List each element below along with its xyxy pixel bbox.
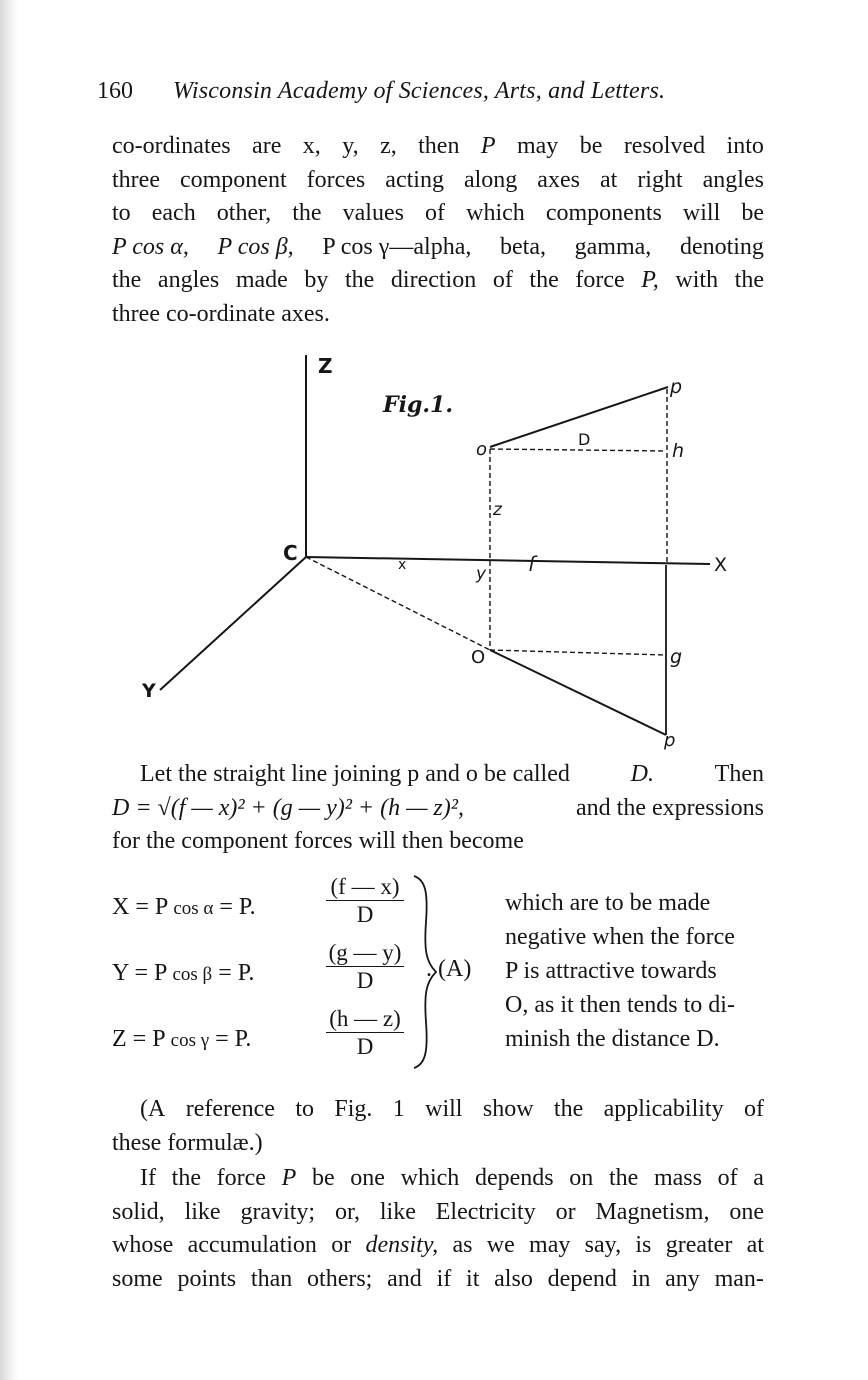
word: angles [702,166,764,193]
paragraph-reference [112,1093,764,1160]
word: of [743,1096,764,1122]
fraction [326,874,404,929]
word: Fig. [334,1096,373,1122]
journal-title: Wisconsin Academy of Sciences, Arts, and Letters. [173,78,666,104]
eq-func: cos β [172,964,213,985]
word: force [575,267,625,294]
word: the [529,267,559,294]
note-line: P is attractive towards [505,958,717,984]
word: which [400,1165,460,1191]
text-line [112,298,764,332]
equation-lhs [112,894,256,921]
equation-lhs [112,1026,251,1053]
word: depends [474,1165,554,1191]
figure-caption: Fig.1. [383,392,453,418]
text-line [112,1127,764,1161]
word: as [452,1232,473,1259]
word: we [486,1232,515,1259]
dashed-o-h [490,449,666,451]
fraction-denominator: D [356,968,374,993]
word: applicability [603,1096,724,1122]
fraction-denominator: D [356,902,374,927]
eq-lhs-text: Y = P [112,960,167,986]
word: at [746,1232,764,1259]
label-f: f [528,552,536,576]
eq-mid: = P. [218,960,255,986]
word: at [599,166,618,193]
word: may [516,133,559,159]
word-density: density, [365,1232,439,1259]
word: solid, [112,1198,165,1225]
word: x, [302,133,321,159]
word: components [545,200,662,227]
text-line [112,197,764,231]
word: depend [547,1265,617,1292]
word: if [436,1265,452,1292]
note-line: negative when the force [505,924,735,950]
word: right [637,166,683,193]
running-head [97,78,737,112]
text-line [112,231,764,265]
word: to [295,1096,314,1122]
symbol-D: D. [630,761,654,787]
word: Electricity [435,1198,536,1225]
word: each [151,200,196,227]
note-line: O, as it then tends to di- [505,992,735,1018]
word: be [741,200,764,227]
word: like [379,1198,416,1225]
symbol-P: P [480,133,496,159]
line-O-p-bottom [490,650,666,735]
word: which [466,200,525,227]
word: of [717,1165,738,1191]
word: be [579,133,603,159]
word: some [112,1265,163,1292]
word: in [631,1265,651,1292]
x-axis-line [306,557,710,564]
equation-system-A [112,872,772,1072]
eq-func: cos γ [170,1030,210,1051]
word: y, [342,133,359,159]
text-line [112,825,764,859]
word: say, [584,1232,622,1259]
word: show [482,1096,534,1122]
word: greater [665,1232,733,1259]
word: the [112,267,142,294]
word: into [726,133,764,159]
label-o-top: o [476,439,488,460]
fraction-denominator: D [356,1034,374,1059]
word: to [112,200,131,227]
text-fragment: and the expressions [576,794,764,821]
word: others; [307,1265,373,1292]
word: are [252,133,282,159]
word: will [682,200,721,227]
word: may [529,1232,571,1259]
word: the [608,1165,639,1191]
word: If [140,1165,156,1191]
label-y-axis: Y [142,680,156,702]
word: (A [140,1096,166,1122]
word: whose [112,1232,174,1259]
text-line [112,792,764,826]
word: along [463,166,518,193]
word: Then [714,761,764,787]
word: component [179,166,287,193]
text-line [112,1229,764,1263]
word: any [665,1265,700,1292]
word: accumulation [187,1232,317,1259]
label-p-bottom: p [664,730,676,750]
component-expression: P cos γ—alpha, [322,233,472,260]
word: 1 [392,1096,405,1122]
word: of [425,200,446,227]
page-edge-shadow [0,0,18,1380]
word: one [350,1165,385,1191]
word: mass [653,1165,702,1191]
word: also [494,1265,533,1292]
word: the [734,267,764,294]
word: on [569,1165,594,1191]
text-line [112,264,764,298]
word: angles [157,267,220,294]
word: co-ordinates [112,133,231,159]
word: denoting [679,233,764,260]
paragraph-let-D [112,758,764,859]
equation-lhs [112,960,254,987]
word: a [753,1165,764,1191]
word: the [171,1165,201,1191]
text-fragment: these formulæ.) [112,1129,263,1156]
word: and [387,1265,422,1292]
word: acting [385,166,444,193]
text-fragment: Let the straight line joining p and o be called [140,761,570,787]
word: direction [390,267,477,294]
text-line [112,1162,764,1196]
eq-func: cos α [173,898,214,919]
word: with [675,267,719,294]
equation-note [505,886,765,1056]
label-D: D [578,430,591,449]
word: will [425,1096,463,1122]
word: values [342,200,404,227]
word: like [184,1198,221,1225]
paragraph-coordinates [112,130,764,332]
word: axes [537,166,580,193]
word: beta, [500,233,546,260]
word: or, [334,1198,360,1225]
figure-svg [130,345,750,750]
word: resolved [623,133,706,159]
symbol-P: P [281,1165,297,1191]
word: the [292,200,322,227]
word: one [729,1198,764,1225]
word: then [418,133,460,159]
paragraph-force-mass [112,1162,764,1296]
eq-lhs-text: Z = P [112,1026,165,1052]
label-p-top: p [670,376,683,398]
text-line [112,758,764,792]
label-x-segment: x [398,557,407,573]
word: be [311,1165,335,1191]
fraction-numerator: (g — y) [326,940,404,967]
label-z-axis: Z [318,354,333,378]
text-line [112,130,764,164]
fraction-numerator: (f — x) [326,874,404,901]
label-h: h [672,440,685,462]
distance-formula: D = √(f — x)² + (g — y)² + (h — z)², [112,794,464,821]
word: gravity; [240,1198,316,1225]
note-line: minish the distance D. [505,1026,720,1052]
text-line [112,1263,764,1297]
figure-1-diagram [130,345,750,750]
word: man- [714,1265,764,1292]
fraction-numerator: (h — z) [326,1006,404,1033]
word: the [553,1096,584,1122]
text-fragment: for the component forces will then become [112,828,524,855]
label-origin-C: C [283,541,298,565]
word: it [466,1265,480,1292]
word: made [235,267,288,294]
word: of [492,267,513,294]
word: reference [185,1096,275,1122]
word: z, [380,133,397,159]
fraction [326,940,404,995]
label-O-bottom: O [471,647,486,668]
word: Magnetism, [595,1198,710,1225]
word: three [112,166,160,193]
label-y-segment: y [476,564,487,584]
text-line [112,1196,764,1230]
text-line [112,164,764,198]
word: other, [216,200,272,227]
fraction [326,1006,404,1061]
word: or [555,1198,576,1225]
word: than [250,1265,293,1292]
eq-lhs-text: X = P [112,894,168,920]
dashed-O-g [490,650,666,655]
label-g: g [670,646,683,668]
eq-mid: = P. [215,1026,252,1052]
word: by [304,267,329,294]
symbol-P: P, [641,267,659,294]
word: points [177,1265,237,1292]
eq-mid: = P. [219,894,256,920]
component-expression: P cos α, [112,233,189,260]
label-z-segment: z [493,500,502,520]
text-fragment: three co-ordinate axes. [112,300,330,327]
word: force [216,1165,266,1191]
label-x-axis: X [714,554,728,576]
page-number: 160 [97,78,133,104]
word: gamma, [574,233,652,260]
word: or [331,1232,352,1259]
word: is [635,1232,652,1259]
component-expression: P cos β, [217,233,294,260]
word: forces [306,166,366,193]
word: the [345,267,375,294]
text-line [112,1093,764,1127]
y-axis-line [160,557,306,690]
note-line: which are to be made [505,890,711,916]
equation-label-A: . (A) [426,956,472,982]
